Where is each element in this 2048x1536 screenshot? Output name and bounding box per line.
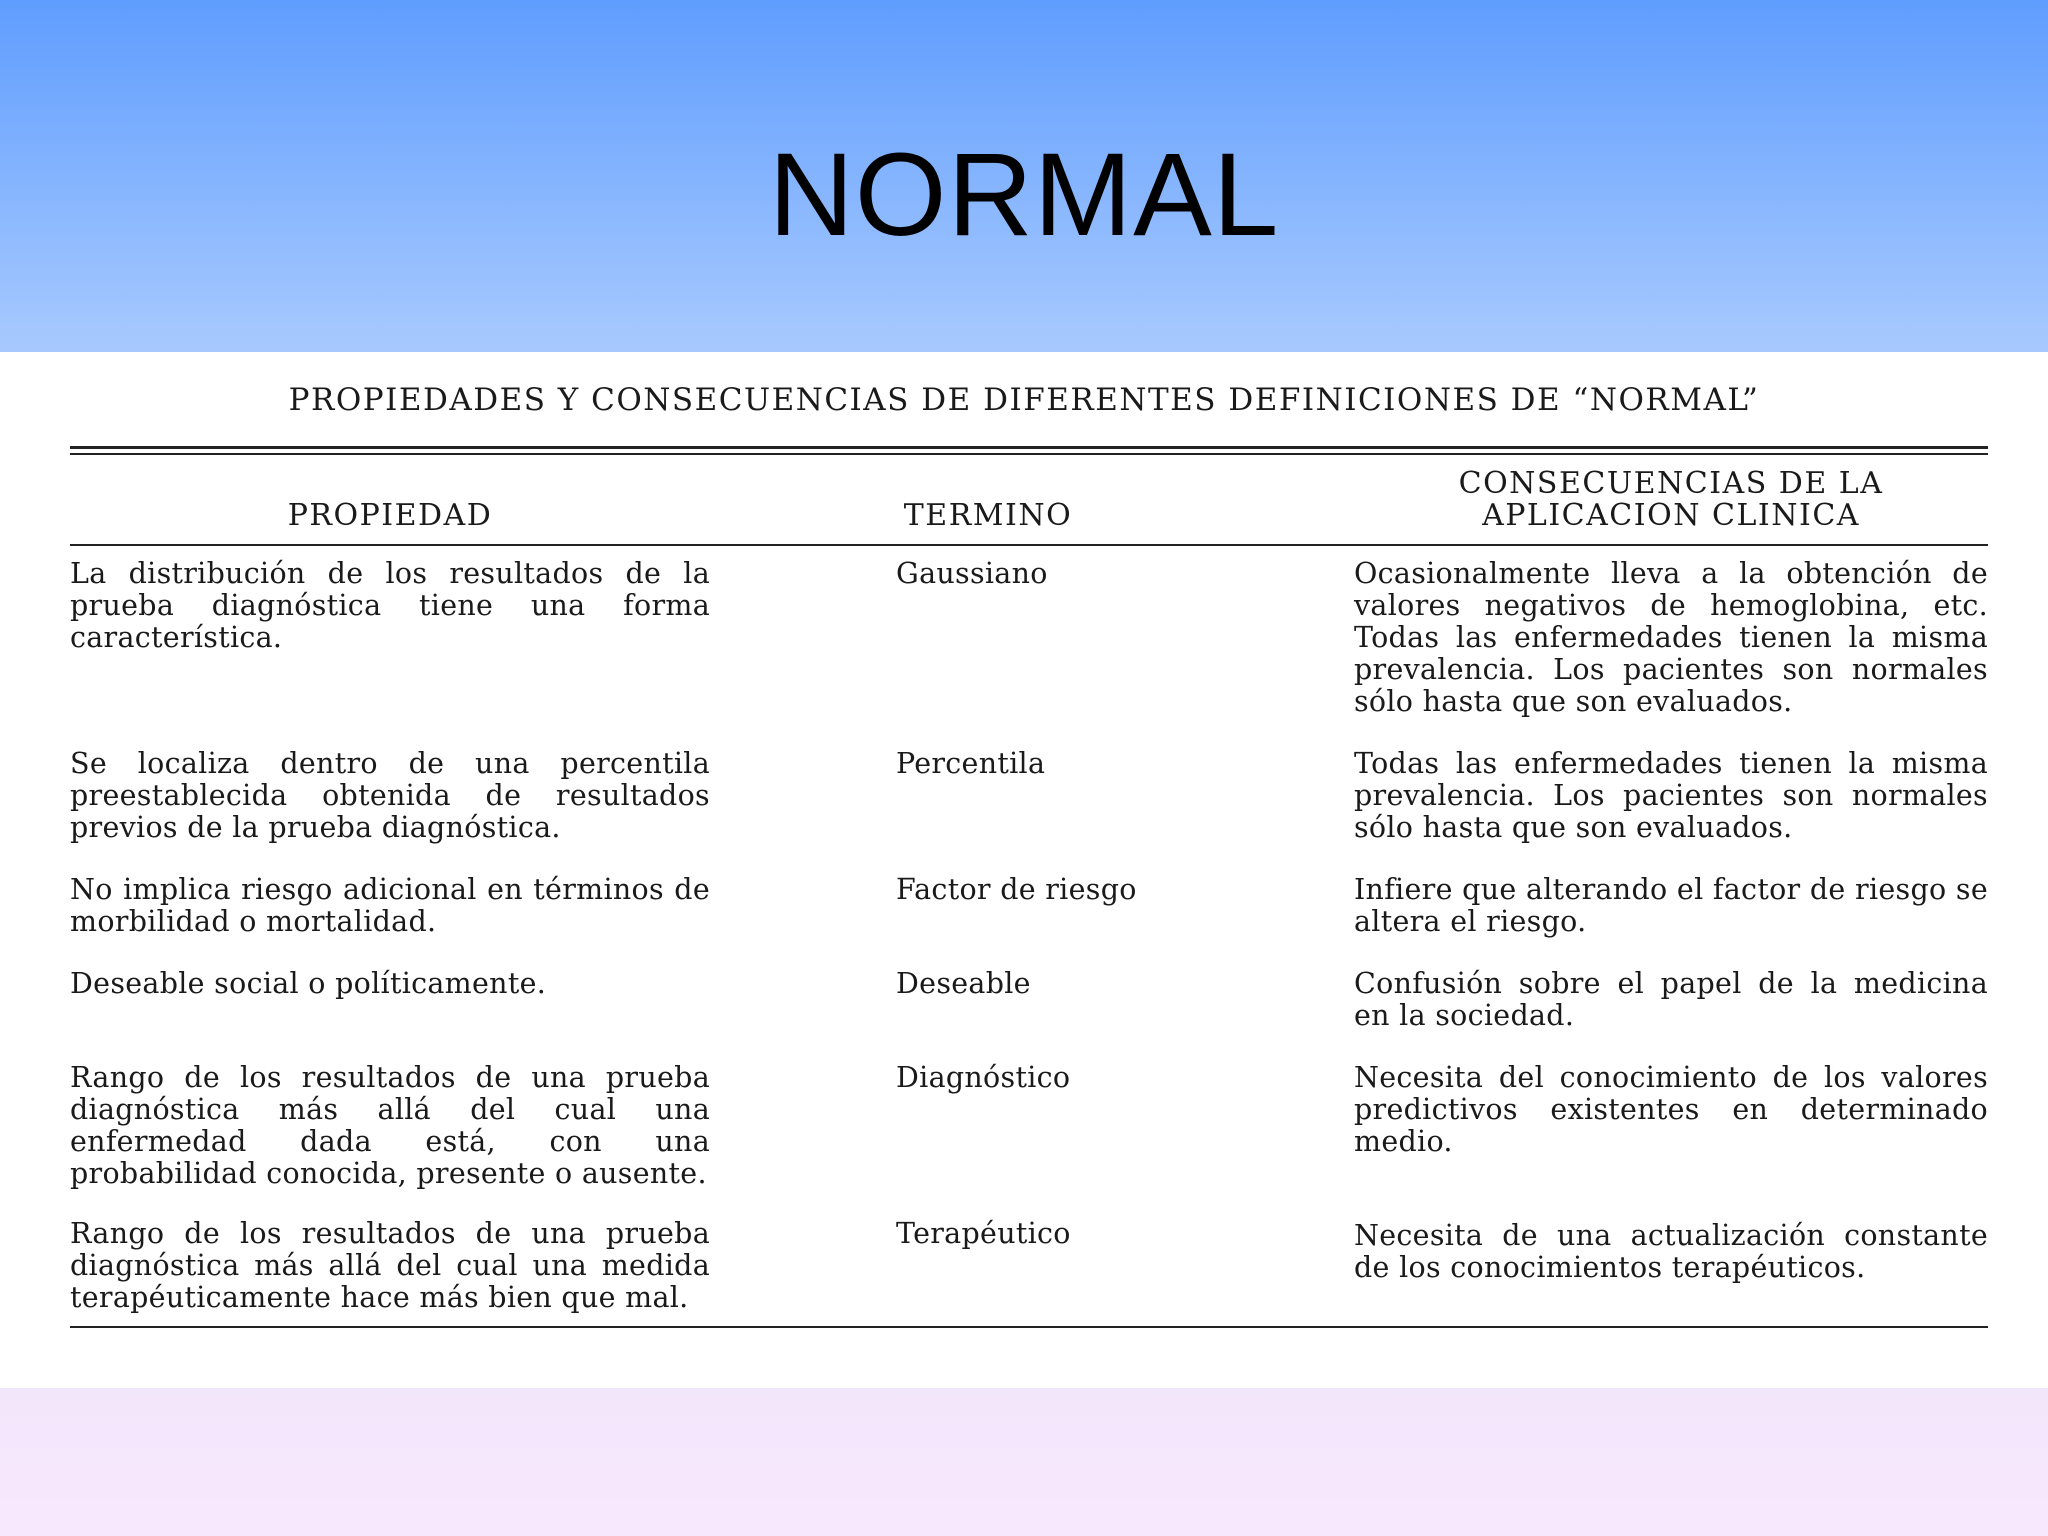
row-3-consecuencias: Infiere que alterando el factor de riesgo se altera el riesgo. xyxy=(1354,873,1988,938)
row-3-propiedad: No implica riesgo adicional en términos de morbilidad o mortalidad. xyxy=(70,873,710,938)
row-6-consecuencias: Necesita de una actualización constante de los conocimientos terapéuticos. xyxy=(1354,1219,1988,1284)
row-2-consecuencias: Todas las enfermedades tienen la misma prevalencia. Los pacientes son normales sólo hasta que son evaluados. xyxy=(1354,747,1988,844)
row-5-propiedad: Rango de los resultados de una prueba diagnóstica más allá del cual una enfermedad dada está, con una probabilidad conocida, presente o ausente. xyxy=(70,1061,710,1190)
row-4-consecuencias: Confusión sobre el papel de la medicina en la sociedad. xyxy=(1354,967,1988,1032)
header-termino: TERMINO xyxy=(903,498,1073,533)
top-rule-second xyxy=(70,453,1988,455)
row-6-propiedad: Rango de los resultados de una prueba diagnóstica más allá del cual una medida terapéuticamente hace más bien que mal. xyxy=(70,1217,710,1314)
bottom-rule xyxy=(70,1326,1988,1328)
row-5-termino: Diagnóstico xyxy=(896,1061,1071,1094)
header-consecuencias-line1: CONSECUENCIAS DE LA xyxy=(1458,466,1884,501)
row-6-termino: Terapéutico xyxy=(896,1217,1071,1250)
header-propiedad: PROPIEDAD xyxy=(287,498,493,533)
row-2-termino: Percentila xyxy=(896,747,1046,780)
row-4-propiedad: Deseable social o políticamente. xyxy=(70,967,547,1000)
row-1-consecuencias: Ocasionalmente lleva a la obtención de valores negativos de hemoglobina, etc. Todas las enfermedades tienen la misma prevalencia. Los pacientes son normales sólo hasta que son evaluados. xyxy=(1354,557,1988,718)
top-rule xyxy=(70,446,1988,449)
row-5-consecuencias: Necesita del conocimiento de los valores predictivos existentes en determinado medio. xyxy=(1354,1061,1988,1158)
row-1-propiedad: La distribución de los resultados de la prueba diagnóstica tiene una forma característica. xyxy=(70,557,710,654)
header-rule xyxy=(70,544,1988,546)
slide-title: NORMAL xyxy=(768,129,1280,261)
scanned-table-image xyxy=(0,352,2048,1388)
table-title: PROPIEDADES Y CONSECUENCIAS DE DIFERENTES DEFINICIONES DE “NORMAL” xyxy=(288,382,1760,418)
header-consecuencias-line2: APLICACION CLINICA xyxy=(1482,498,1860,533)
row-3-termino: Factor de riesgo xyxy=(896,873,1137,906)
row-2-propiedad: Se localiza dentro de una percentila preestablecida obtenida de resultados previos de la prueba diagnóstica. xyxy=(70,747,710,844)
row-1-termino: Gaussiano xyxy=(896,557,1048,590)
row-4-termino: Deseable xyxy=(896,967,1031,1000)
